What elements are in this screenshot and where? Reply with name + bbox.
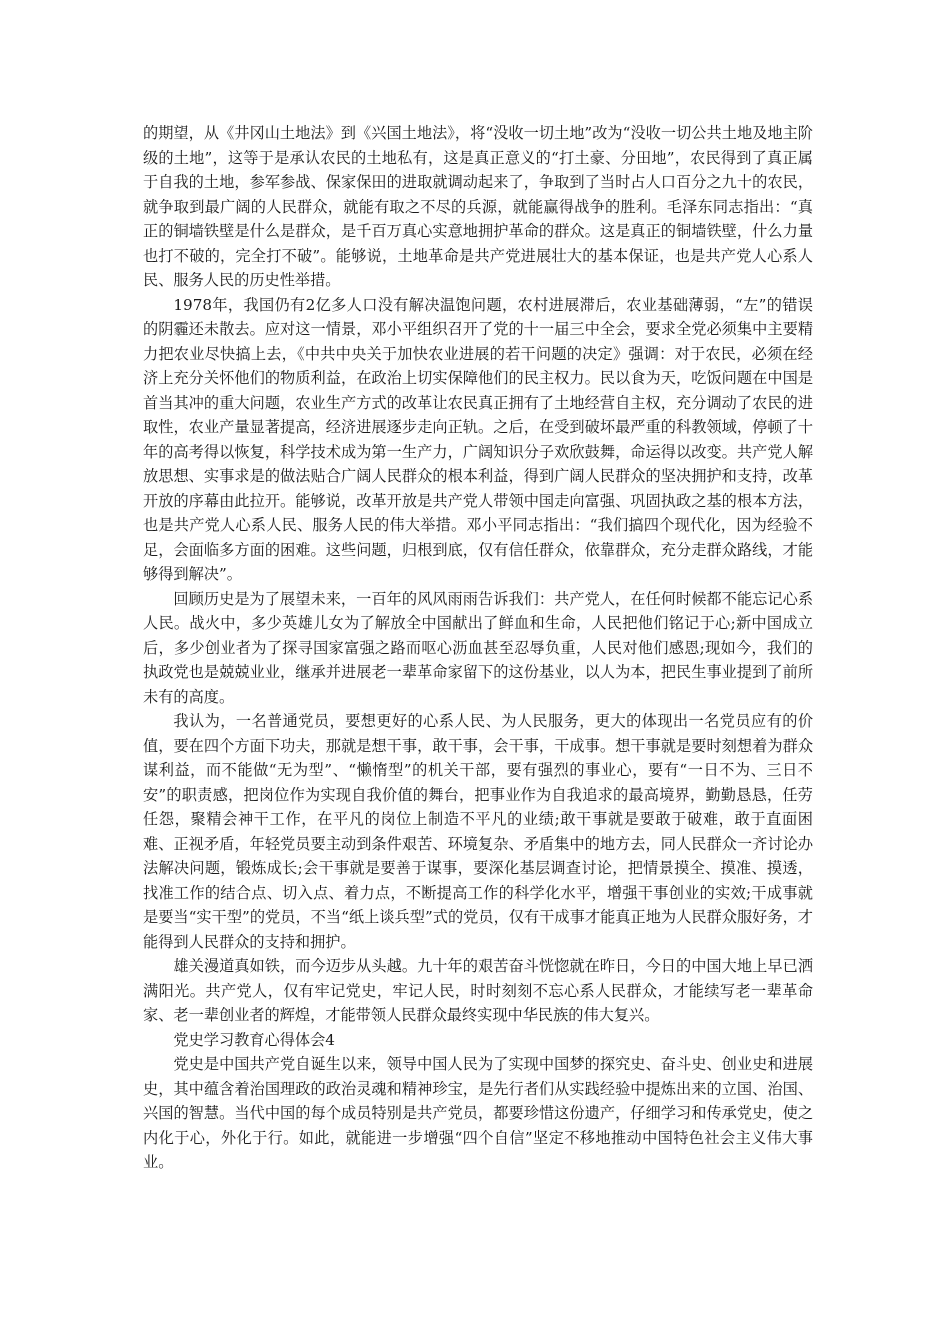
paragraph-party-member-duties: 我认为，一名普通党员，要想更好的心系人民、为人民服务，更大的体现出一名党员应有的价值，要在四个方面下功夫，那就是想干事，敢干事，会干事，干成事。想干事就是要时刻想着为群众谋利益，而不能做“无为型”、“懒惰型”的机关干部，要有强烈的事业心，要有“一日不为、三日不安”的职责感，把岗位作为实现自我价值的舞台，把事业作为自我追求的最高境界，勤勤恳恳，任劳任怨，聚精会神干工作，在平凡的岗位上制造不平凡的业绩;敢干事就是要敢于破难，敢于直面困难、正视矛盾，年轻党员要主动到条件艰苦、环境复杂、矛盾集中的地方去，同人民群众一齐讨论办法解决问题，锻炼成长;会干事就是要善于谋事，要深化基层调查讨论，把情景摸全、摸准、摸透，找准工作的结合点、切入点、着力点，不断提高工作的科学化水平，增强干事创业的实效;干成事就是要当“实干型”的党员，不当“纸上谈兵型”式的党员，仅有干成事才能真正地为人民群众服好务，才能得到人民群众的支持和拥护。 <box>143 712 813 951</box>
document-page <box>143 121 813 1175</box>
paragraph-land-revolution: 的期望，从《井冈山土地法》到《兴国土地法》，将“没收一切土地”改为“没收一切公共土地及地主阶级的土地”，这等于是承认农民的土地私有，这是真正意义的“打土豪、分田地”，农民得到了真正属于自我的土地，参军参战、保家保田的进取就调动起来了，争取到了当时占人口百分之九十的农民，就争取到最广阔的人民群众，就能有取之不尽的兵源，就能赢得战争的胜利。毛泽东同志指出：“真正的铜墙铁壁是什么是群众，是千百万真心实意地拥护革命的群众。这是真正的铜墙铁壁，什么力量也打不破的，完全打不破”。能够说，土地革命是共产党进展壮大的基本保证，也是共产党人心系人民、服务人民的历史性举措。 <box>143 124 813 289</box>
paragraph-conclusion: 雄关漫道真如铁，而今迈步从头越。九十年的艰苦奋斗恍惚就在昨日，今日的中国大地上早已洒满阳光。共产党人，仅有牢记党史，牢记人民，时时刻刻不忘心系人民群众，才能续写老一辈革命家、老一辈创业者的辉煌，才能带领人民群众最终实现中华民族的伟大复兴。 <box>143 957 813 1024</box>
section-heading: 党史学习教育心得体会4 <box>173 1030 335 1049</box>
paragraph-party-history-intro: 党史是中国共产党自诞生以来，领导中国人民为了实现中国梦的探究史、奋斗史、创业史和进展史，其中蕴含着治国理政的政治灵魂和精神珍宝，是先行者们从实践经验中提炼出来的立国、治国、兴国的智慧。当代中国的每个成员特别是共产党员，都要珍惜这份遗产，仔细学习和传承党史，使之内化于心，外化于行。如此，就能进一步增强“四个自信”坚定不移地推动中国特色社会主义伟大事业。 <box>143 1055 813 1171</box>
paragraph-looking-back: 回顾历史是为了展望未来，一百年的风风雨雨告诉我们：共产党人，在任何时候都不能忘记心系人民。战火中，多少英雄儿女为了解放全中国献出了鲜血和生命，人民把他们铭记于心;新中国成立后，多少创业者为了探寻国家富强之路而呕心沥血甚至忍辱负重，人民对他们感恩;现如今，我们的执政党也是兢兢业业，继承并进展老一辈革命家留下的这份基业，以人为本，把民生事业提到了前所未有的高度。 <box>143 589 813 706</box>
paragraph-reform-1978: 1978年，我国仍有2亿多人口没有解决温饱问题，农村进展滞后，农业基础薄弱，“左”的错误的阴霾还未散去。应对这一情景，邓小平组织召开了党的十一届三中全会，要求全党必须集中主要精力把农业尽快搞上去，《中共中央关于加快农业进展的若干问题的决定》强调：对于农民，必须在经济上充分关怀他们的物质利益，在政治上切实保障他们的民主权力。民以食为天，吃饭问题在中国是首当其冲的重大问题，农业生产方式的改革让农民真正拥有了土地经营自主权，充分调动了农民的进取性，农业产量显著提高，经济进展逐步走向正轨。之后，在受到破坏最严重的科教领域，停顿了十年的高考得以恢复，科学技术成为第一生产力，广阔知识分子欢欣鼓舞，命运得以改变。共产党人解放思想、实事求是的做法贴合广阔人民群众的根本利益，得到广阔人民群众的坚决拥护和支持，改革开放的序幕由此拉开。能够说，改革开放是共产党人带领中国走向富强、巩固执政之基的根本方法，也是共产党人心系人民、服务人民的伟大举措。邓小平同志指出：“我们搞四个现代化，因为经验不足，会面临多方面的困难。这些问题，归根到底，仅有信任群众，依靠群众，充分走群众路线，才能够得到解决”。 <box>143 295 813 583</box>
